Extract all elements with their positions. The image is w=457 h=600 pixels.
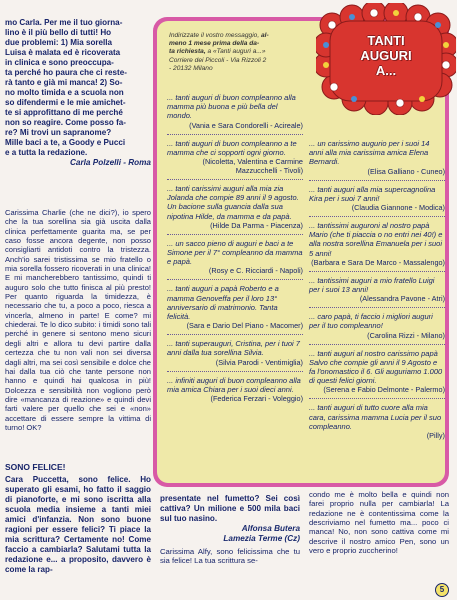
- greeting-entry: [167, 139, 303, 175]
- greeting-sender: (Carolina Rizzi - Milano): [367, 330, 445, 340]
- instruction-address: Corriere dei Piccoli - Via Rizzoli 2: [169, 56, 267, 64]
- greeting-sender: (Federica Ferzari - Voleggio): [210, 394, 303, 404]
- greeting-sender: (Rosy e C. Ricciardi - Napoli): [208, 266, 303, 276]
- letter-line: due problemi: 1) Mia sorella: [5, 38, 113, 47]
- greeting-entry: [309, 139, 445, 176]
- greeting-divider: [309, 216, 445, 217]
- greeting-entry: [309, 221, 445, 267]
- greeting-entry: [309, 276, 445, 303]
- greetings-right-column: [309, 139, 445, 440]
- title-line: A...: [375, 63, 397, 78]
- letter-alfonsa-end: presentate nel fumetto? Sei così cattiva? Un milione e 500 mila baci sul tuo nasino.: [160, 494, 300, 523]
- letter-line: rà tanto e già mi manca! 2) So-: [5, 78, 123, 87]
- title-line: AUGURI: [360, 48, 412, 63]
- greeting-divider: [309, 398, 445, 399]
- greeting-entry: [167, 339, 303, 366]
- page-number: 5: [435, 583, 449, 597]
- greeting-text: ... infiniti auguri di buon compleanno alla mia amica Chiara per i suoi dieci anni.: [167, 375, 301, 394]
- greeting-text: ... tanti auguri di buon compleanno alla mamma più buona e più bella del mondo.: [167, 93, 296, 121]
- greeting-text: ... un sacco pieno di auguri e baci a te Simone per il 7° compleanno da mamma e papà.: [167, 238, 303, 267]
- letter-carla-body: [5, 18, 151, 158]
- letter-line: in clinica e sono preoccupa-: [5, 58, 114, 67]
- greeting-sender: (Nicoletta, Valentina e Carmine Mazzucchelli - Tivoli): [202, 157, 303, 176]
- greeting-entry: [167, 184, 303, 230]
- greeting-divider: [309, 307, 445, 308]
- greeting-sender: (Silvia Parodi - Ventimiglia): [215, 357, 303, 367]
- letter-line: no molto timida e a scuola non: [5, 88, 124, 97]
- greeting-divider: [309, 344, 445, 345]
- greeting-text: ... tantissimi auguroni al nostro papà Mario (che ti piaccia o no entri nei 40!) e alla nostra sorellina Emanuela per i suoi 5 anni!: [309, 221, 443, 258]
- greeting-sender: (Hilde Da Parma - Piacenza): [210, 220, 303, 230]
- greeting-sender: (Elisa Galliano - Cuneo): [367, 166, 445, 176]
- letter-carla-signature: Carla Polzelli - Roma: [70, 158, 151, 167]
- greeting-text: ... tanti auguri di buon compleanno a te mamma che ci sopporti ogni giorno.: [167, 138, 297, 157]
- greeting-divider: [309, 180, 445, 181]
- greeting-entry: [309, 349, 445, 395]
- greeting-sender: (Alessandra Pavone - Atri): [359, 294, 445, 304]
- greeting-divider: [309, 271, 445, 272]
- letter-line: Luisa è malata ed è ricoverata: [5, 48, 121, 57]
- instruction-text: Indirizzate il vostro messaggio,: [169, 32, 261, 39]
- greeting-text: ... tanti carissimi auguri alla mia zia Jolanda che compie 89 anni il 9 agosto. Un bacione sulla guancia dalla sua nipotina Hilde, da mamma e da papà.: [167, 184, 299, 221]
- greeting-sender: (Vania e Sara Condorelli - Acireale): [189, 120, 303, 130]
- instruction-text-bold: ta richiesta,: [169, 48, 208, 56]
- instruction-text-bold: meno 1 mese prima della da-: [169, 40, 260, 48]
- letter-line: so difendermi e le mie amichet-: [5, 98, 126, 107]
- reply-alfy-end: condo me è molto bella e quindi non farei proprio nulla per cambiarla! La redazione ne è contentissima come la descriviamo nel fumetto ma... poco ci manca! No, non sono cattiva come mi descrive il nostro amico Pen, sono un vero e proprio zuccherino!: [309, 490, 449, 556]
- greeting-text: ... un carissimo augurio per i suoi 14 anni alla mia carissima amica Elena Bernardi.: [309, 139, 430, 167]
- greeting-text: ... tanti superauguri, Cristina, per i tuoi 7 anni dalla tua sorellina Silvia.: [167, 339, 300, 358]
- letter-line: ta perché ho paura che ci reste-: [5, 68, 127, 77]
- greeting-text: ... tanti auguri al nostro carissimo papà Salvo che compie gli anni il 9 Agosto e fa l'onomastico il 6. Gli auguriamo 1.000 di questi felici giorni.: [309, 348, 443, 386]
- tanti-auguri-flower-badge: [316, 3, 456, 115]
- letter-alfonsa-text: Cara Puccetta, sono felice. Ho superato gli esami, ho fatto il saggio di pianoforte, e mi sono iscritta alla scuola media insieme a tanti miei amici d'infanzia. Non sono buone ragioni per essere felici? Ti piace la mia scrittura? Certamente no! Come faccio a cambiarla? Salutami tutta la redazione e... a proposito, davvero è come la rap-: [5, 475, 151, 574]
- greeting-sender: (Sara e Dario Del Piano - Macomer): [186, 321, 303, 331]
- greeting-divider: [167, 334, 303, 335]
- greeting-sender: (Pilly): [426, 431, 445, 441]
- instruction-text: a «Tanti auguri a...»: [207, 48, 266, 56]
- letter-alfonsa-location: Lamezia Terme (Cz): [223, 534, 300, 543]
- tanti-auguri-title: [316, 33, 456, 78]
- letter-heading: SONO FELICE!: [5, 462, 66, 472]
- reply-alfy-continued: [309, 490, 449, 555]
- greeting-entry: [309, 312, 445, 339]
- greeting-divider: [167, 234, 303, 235]
- greeting-divider: [167, 371, 303, 372]
- greeting-text: ... caro papà, ti faccio i migliori auguri per il tuo compleanno!: [309, 312, 433, 331]
- reply-alfy-text: Carissima Alfy, sono felicissima che tu sia felice! La tua scrittura se-: [160, 547, 300, 566]
- letter-line: Mille baci a te, a Goody e Pucci: [5, 138, 126, 147]
- greeting-entry: [167, 284, 303, 330]
- greeting-text: ... tanti auguri alla mia supercagnolina Kira per i suoi 7 anni!: [309, 184, 436, 203]
- greeting-text: ... tanti auguri di tutto cuore alla mia cara, carissima mamma Lucia per il suo compleanno.: [309, 403, 442, 431]
- greeting-entry: [167, 239, 303, 276]
- greetings-left-column: [167, 93, 303, 403]
- greeting-entry: [309, 403, 445, 440]
- reply-carla: [5, 208, 151, 432]
- letter-line: non so reagire. Come posso fa-: [5, 118, 126, 127]
- greeting-entry: [309, 185, 445, 212]
- title-line: TANTI: [367, 33, 405, 48]
- letter-line: mo Carla. Per me il tuo giorna-: [5, 18, 123, 27]
- greeting-sender: (Serena e Fabio Delmonte - Palermo): [323, 385, 445, 395]
- letter-line: re? Mi trovi un sapranome?: [5, 128, 112, 137]
- greeting-entry: [167, 93, 303, 130]
- greeting-sender: (Barbara e Sara De Marco - Massalengo): [311, 257, 445, 267]
- letter-alfonsa-continued: [160, 494, 300, 566]
- greeting-text: ... tanti auguri a papà Roberto e a mamma Genoveffa per il loro 13° anniversario di matrimonio. Tanta felicità.: [167, 284, 279, 322]
- greeting-divider: [167, 279, 303, 280]
- greeting-sender: (Claudia Giannone - Modica): [351, 203, 445, 213]
- letter-carla: [5, 18, 151, 168]
- greeting-divider: [167, 134, 303, 135]
- instruction-text-bold: al-: [260, 32, 269, 39]
- letter-line: lino è il più bello di tutti! Ho: [5, 28, 112, 37]
- letter-alfonsa: [5, 462, 151, 575]
- greeting-text: ... tantissimi auguri a mio fratello Luigi per i suoi 13 anni!: [309, 275, 435, 295]
- reply-carla-text: Carissima Charlie (che ne dici?), io spero che la tua sorellina sia già uscita dalla clinica perfettamente guarita ma, se per caso fosse ancora degente, non posso consigliarti antidoti contro la tristezza. Anch'io sarei tristissima se mio fratello o mia sorella fossero ricoverati in una clinica! E mi mancherebbero tantissimo, quindi ti auguro solo che tutto finisca al più presto! Per quanto riguarda la timidezza, è necessario che tu, a poco a poco, riesca a vincerla, almeno in parte! E come? mi chiederai. Te lo dico subito: i timidi sono tali perché in genere si sentono meno sicuri degli altri e allora tu devi partire dalla certezza che tu non vali non sei diversa dagli altri, ma sei così sensibile e dolce che hai dalla tua ciò che tante persone non hanno e quindi hai qualcosa in più! Dolcezza e sensibilità non vogliono però dire «mancanza di reazione» e quindi devi farti valere per quello che sei e «non» accettare di essere sempre la vittima di turno! OK?: [5, 208, 151, 432]
- letter-line: te si approfittano di me perché: [5, 108, 123, 117]
- panel-instructions: [169, 32, 329, 73]
- instruction-address: - 20132 Milano: [169, 64, 213, 72]
- greeting-divider: [167, 179, 303, 180]
- letter-alfonsa-signature: Alfonsa Butera: [241, 524, 300, 533]
- greeting-entry: [167, 376, 303, 403]
- letter-line: e a tutta la redazione.: [5, 148, 88, 157]
